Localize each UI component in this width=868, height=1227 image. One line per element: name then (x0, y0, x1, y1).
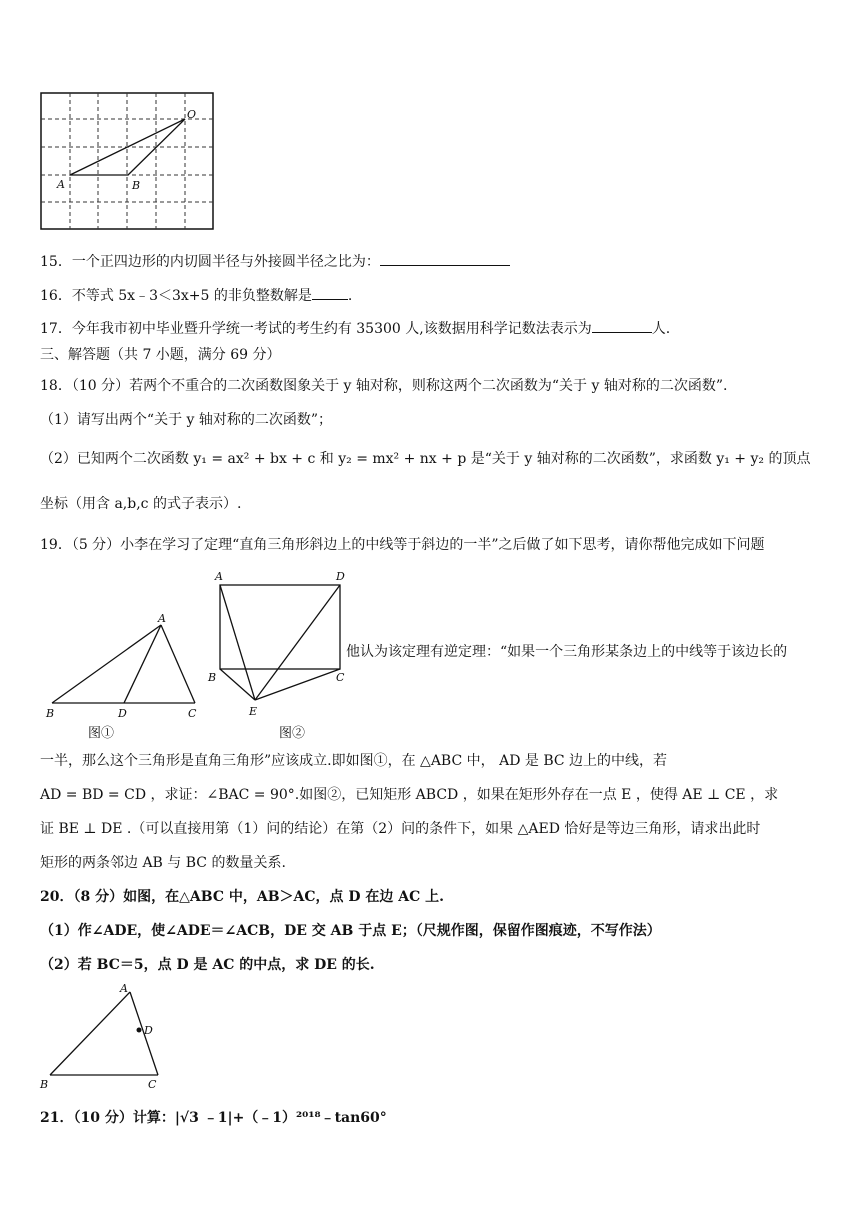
q16-blank (312, 285, 348, 300)
q15-blank (380, 251, 510, 266)
fig2-label-b: B (208, 671, 217, 684)
q20-label-d: D (144, 1024, 153, 1037)
fig1-label-b: B (46, 707, 55, 720)
q20-line1: 20．（8 分）如图，在△ABC 中，AB＞AC，点 D 在边 AC 上. (40, 889, 445, 905)
point-d (137, 1028, 142, 1033)
q19-line3: AD = BD = CD ，求证：∠BAC = 90°.如图②，已知矩形 ABCD ，如果在矩形外存在一点 E ，使得 AE ⊥ CE ，求 (40, 787, 779, 803)
q19-line5: 矩形的两条邻边 AB 与 BC 的数量关系. (40, 855, 286, 871)
q21: 21．（10 分）计算：|√3 ﹣1|+（﹣1）²⁰¹⁸﹣tan60° (40, 1110, 387, 1126)
q20-label-a: A (120, 982, 128, 995)
q16-tail: . (347, 288, 353, 304)
label-a: A (57, 178, 65, 191)
q17-tail: 人. (651, 321, 671, 337)
q17-blank (592, 318, 652, 333)
q19-side: 他认为该定理有逆定理：“如果一个三角形某条边上的中线等于该边长的 (346, 644, 788, 660)
grid-figure (40, 92, 216, 236)
figure-q20 (36, 980, 166, 1096)
label-o: O (187, 108, 197, 121)
fig1-label-c: C (188, 707, 197, 720)
fig2-label-d: D (336, 570, 345, 583)
fig2-label-a: A (215, 570, 223, 583)
fig1-label-a: A (158, 612, 166, 625)
q15 (40, 251, 840, 272)
q15-text: 15．一个正四边形的内切圆半径与外接圆半径之比为： (40, 254, 380, 270)
q18-line2: （1）请写出两个“关于 y 轴对称的二次函数”； (40, 412, 333, 428)
q18-line4: 坐标（用含 a,b,c 的式子表示）. (40, 496, 242, 512)
fig2-label-c: C (336, 671, 345, 684)
fig1-label-d: D (118, 707, 127, 720)
q16-text: 16．不等式 5x﹣3＜3x+5 的非负整数解是 (40, 288, 312, 304)
q20-label-b: B (40, 1078, 49, 1091)
q19-line4: 证 BE ⊥ DE .（可以直接用第（1）问的结论）在第（2）问的条件下，如果 △AED 恰好是等边三角形，请求出此时 (40, 821, 761, 837)
fig2-label-e: E (249, 705, 258, 718)
q18-line3: （2）已知两个二次函数 y₁ = ax² + bx + c 和 y₂ = mx² + nx + p 是“关于 y 轴对称的二次函数”，求函数 y₁ + y₂ 的顶点 (40, 451, 811, 467)
fig1-caption: 图① (88, 726, 115, 741)
q20-line3: （2）若 BC＝5，点 D 是 AC 的中点，求 DE 的长. (40, 957, 375, 973)
q19-line1: 19．（5 分）小李在学习了定理“直角三角形斜边上的中线等于斜边的一半”之后做了如下思考，请你帮他完成如下问题 (40, 537, 765, 553)
q17-text: 17．今年我市初中毕业暨升学统一考试的考生约有 35300 人,该数据用科学记数法表示为 (40, 321, 592, 337)
q20-label-c: C (148, 1078, 157, 1091)
figure-1 (40, 610, 210, 726)
q20-line2: （1）作∠ADE，使∠ADE＝∠ACB，DE 交 AB 于点 E；（尺规作图，保留作图痕迹，不写作法） (40, 923, 661, 939)
q16 (40, 285, 840, 306)
section-heading: 三、解答题（共 7 小题，满分 69 分） (40, 347, 281, 363)
fig2-caption: 图② (279, 726, 306, 741)
q18-line1: 18．（10 分）若两个不重合的二次函数图象关于 y 轴对称，则称这两个二次函数为“关于 y 轴对称的二次函数”. (40, 378, 728, 394)
q17 (40, 318, 840, 339)
figure-2 (205, 568, 355, 724)
q19-line2: 一半，那么这个三角形是直角三角形”应该成立.即如图①，在 △ABC 中， AD 是 BC 边上的中线，若 (40, 753, 668, 769)
label-b: B (132, 179, 141, 192)
